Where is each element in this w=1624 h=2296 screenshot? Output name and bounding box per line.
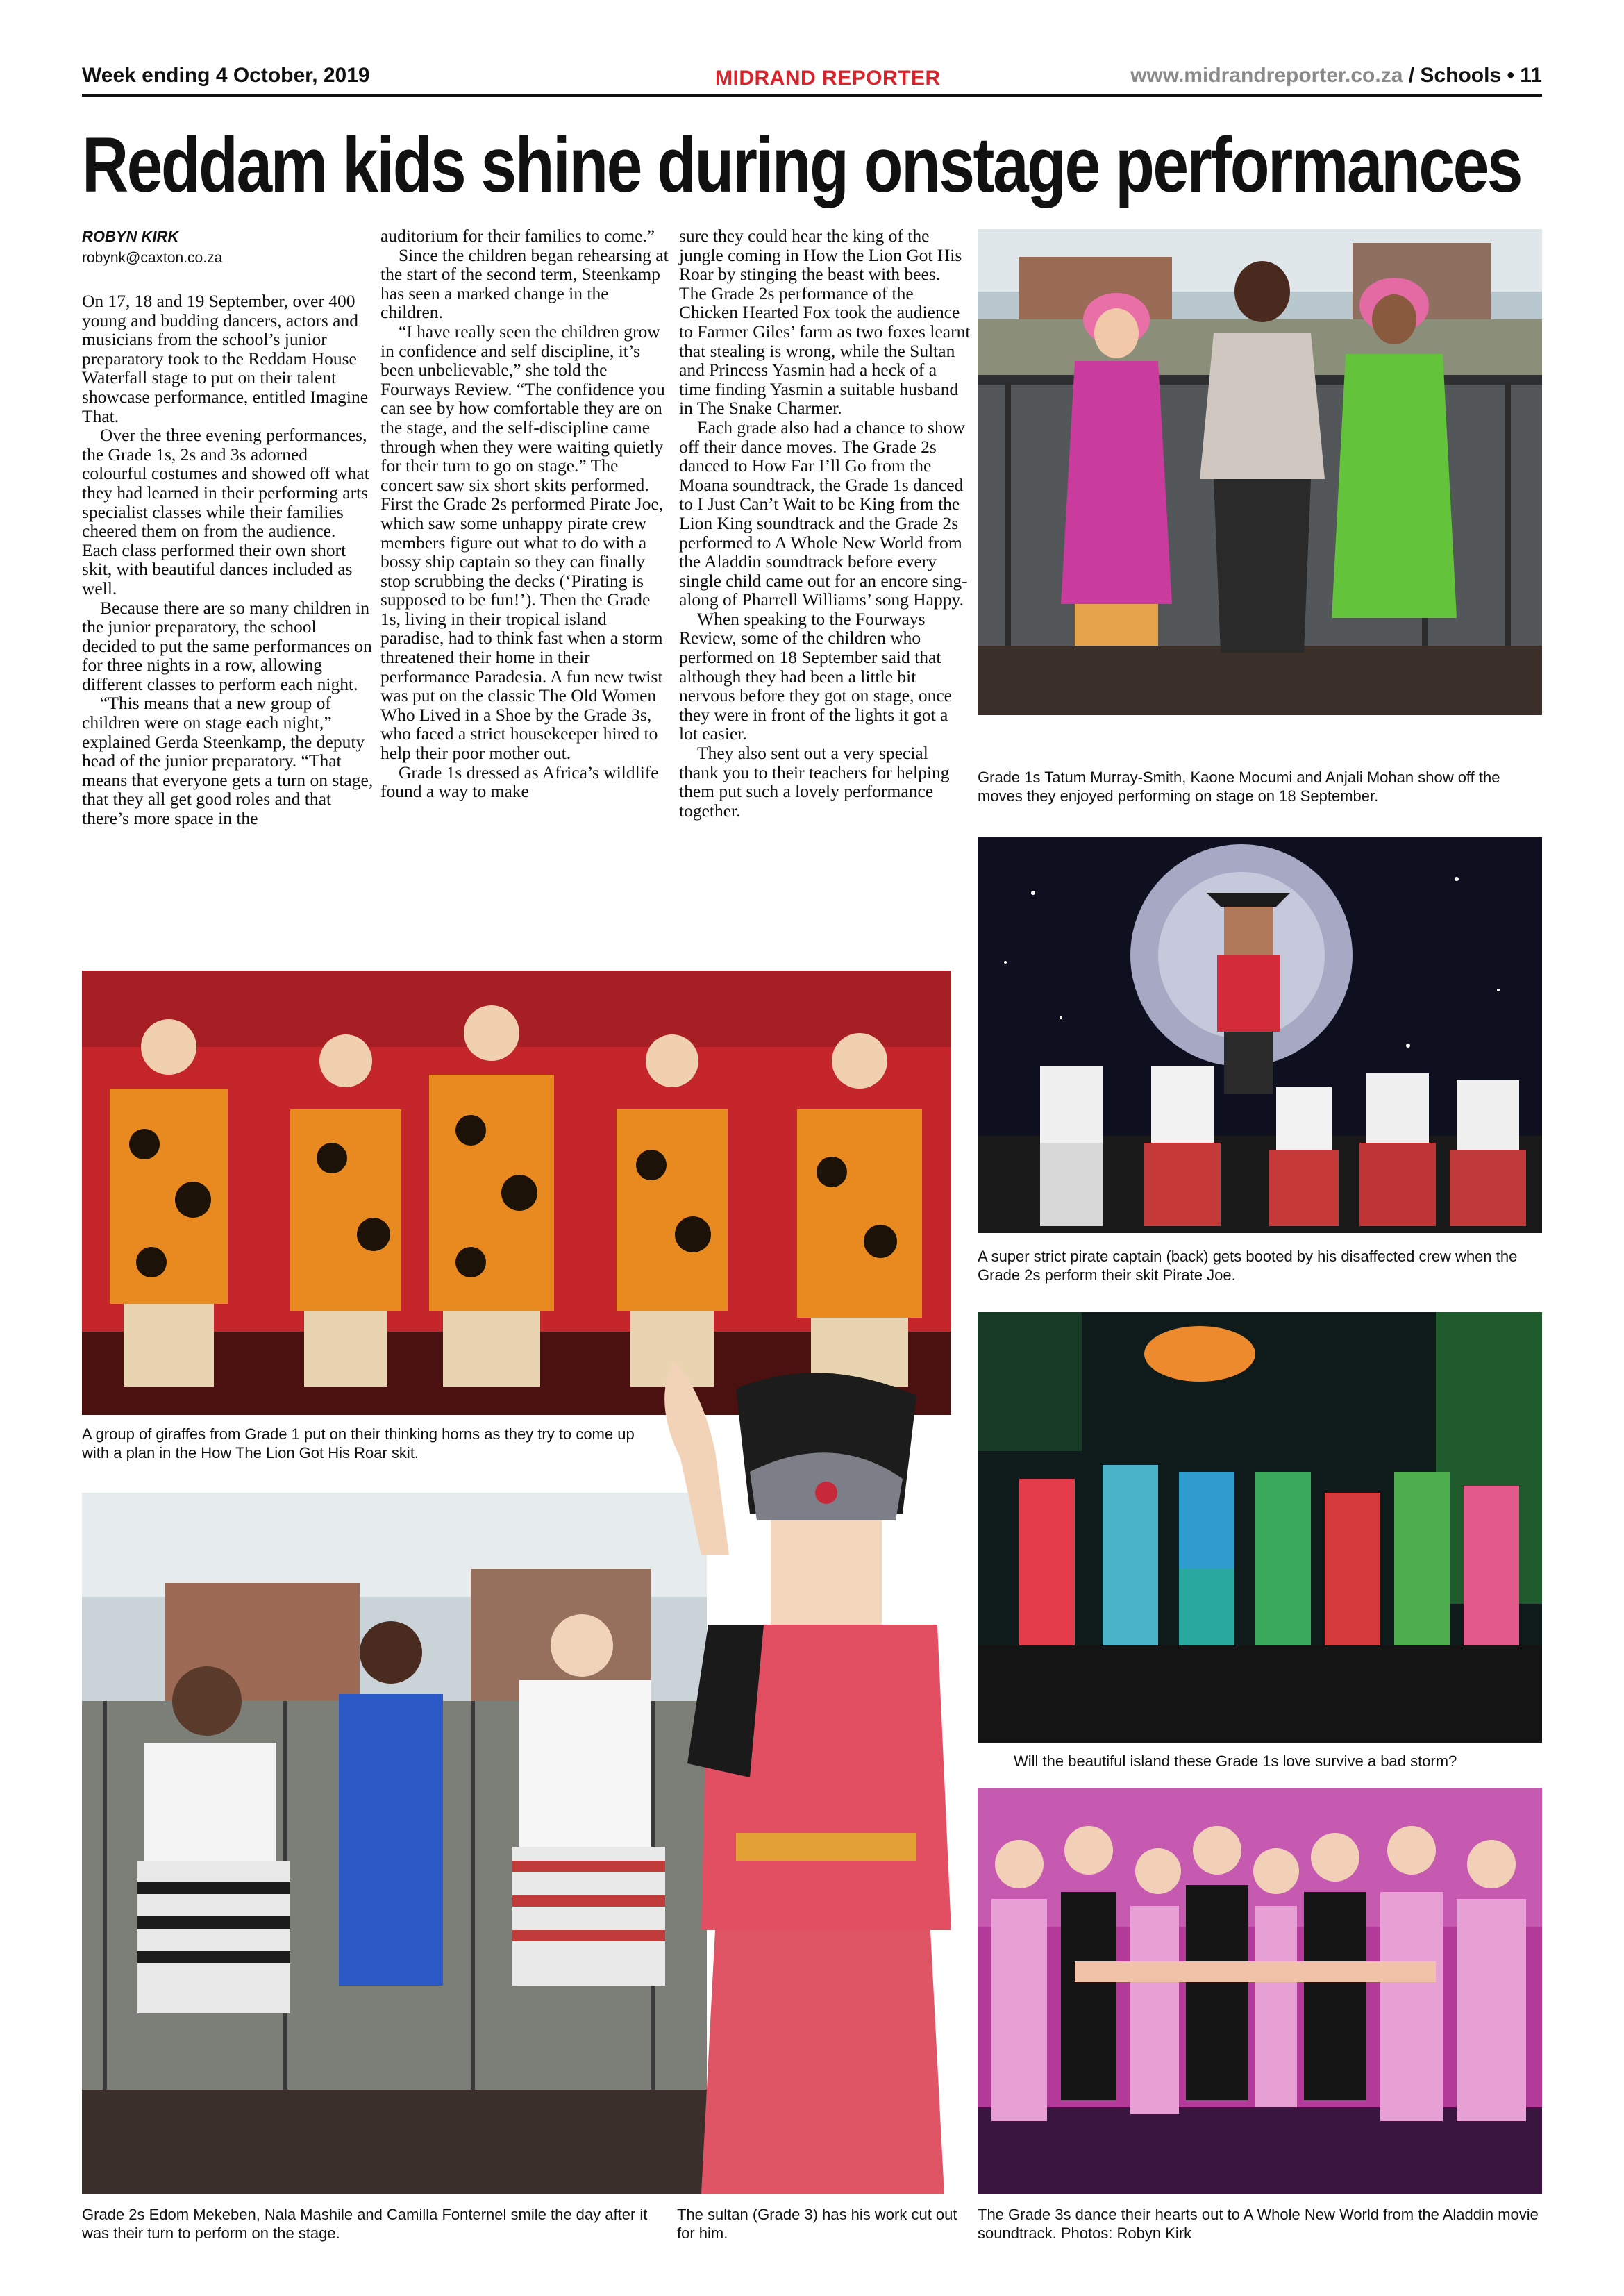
article-column-2 bbox=[380, 226, 672, 801]
caption-grade2s: Grade 2s Edom Mekeben, Nala Mashile and Camilla Fonternel smile the day after it was their turn to perform on the stage. bbox=[82, 2206, 648, 2242]
paragraph: They also sent out a very special thank you to their teachers for helping them put such a lovely performance together. bbox=[679, 743, 950, 821]
headline: Reddam kids shine during onstage performances bbox=[82, 121, 1522, 208]
photo-grade2s bbox=[82, 1493, 707, 2194]
paragraph: Because there are so many children in the junior preparatory, the school decided to put the same performances on for three nights in a row, allowing different classes to perform each night. bbox=[82, 597, 372, 694]
caption-grade1-trio: Grade 1s Tatum Murray-Smith, Kaone Mocumi and Anjali Mohan show off the moves they enjoyed performing on stage on 18 September. bbox=[978, 769, 1500, 805]
caption-sultan: The sultan (Grade 3) has his work cut out for him. bbox=[677, 2206, 957, 2242]
photo-island bbox=[978, 1312, 1542, 1743]
issue-date: Week ending 4 October, 2019 bbox=[82, 64, 370, 87]
paragraph: Over the three evening performances, the Grade 1s, 2s and 3s adorned colourful costumes and showed off what they had learned in their performing arts specialist classes while their families cheered them on from the audience. Each class performed their own short skit, with beautiful dances included as well. bbox=[82, 425, 369, 598]
paragraph: sure they could hear the king of the jungle coming in How the Lion Got His Roar by stinging the beast with bees. The Grade 2s performance of the Chicken Hearted Fox took the audience to Farmer Giles’ farm as two foxes learnt that stealing is wrong, while the Sultan and Princess Yasmin had a heck of a time finding Yasmin a suitable husband in The Snake Charmer. bbox=[679, 226, 971, 419]
caption-grade3s: The Grade 3s dance their hearts out to A Whole New World from the Aladdin movie soundtrack. Photos: Robyn Kirk bbox=[978, 2206, 1539, 2242]
caption-island: Will the beautiful island these Grade 1s love survive a bad storm? bbox=[1014, 1752, 1457, 1770]
paragraph: Grade 1s dressed as Africa’s wildlife found a way to make bbox=[380, 762, 659, 802]
byline-email[interactable]: robynk@caxton.co.za bbox=[82, 250, 223, 266]
photo-grade1-trio bbox=[978, 229, 1542, 715]
byline-author: ROBYN KIRK bbox=[82, 228, 179, 245]
paragraph: “This means that a new group of children were on stage each night,” explained Gerda Steenkamp, the deputy head of the junior preparatory. “That means that everyone gets a turn on stage, that they all get good roles and that there’s more space in the bbox=[82, 693, 374, 829]
caption-giraffes: A group of giraffes from Grade 1 put on their thinking horns as they try to come up with a plan in the How The Lion Got His Roar skit. bbox=[82, 1425, 635, 1461]
paragraph: “I have really seen the children grow in confidence and self discipline, it’s been unbelievable,” she told the Fourways Review. “The confidence you can see by how comfortable they are on the stage, and the self-discipline came through when they were waiting quietly for their turn to go on stage.” The concert saw six short skits performed. First the Grade 2s performed Pirate Joe, which saw some unhappy pirate crew members figure out what to do with a bossy ship captain so they can finally stop scrubbing the decks (‘Pirating is supposed to be fun!’). Then the Grade 1s, living in their tropical island paradise, had to think fast when a storm threatened their home in their performance Paradesia. A fun new twist was put on the classic The Old Women Who Lived in a Shoe by the Grade 3s, who faced a strict housekeeper hired to help their poor mother out. bbox=[380, 321, 665, 764]
website-url[interactable]: www.midrandreporter.co.za bbox=[1130, 64, 1403, 87]
paragraph: Each grade also had a chance to show off their dance moves. The Grade 2s danced to How Far I’ll Go from the Moana soundtrack, the Grade 1s danced to I Just Can’t Wait to be King from the Lion King soundtrack and the Grade 2s performed to A Whole New World from the Aladdin soundtrack before every single child came out for an encore sing-along of Pharrell Williams’ song Happy. bbox=[679, 417, 968, 610]
paragraph: Since the children began rehearsing at the start of the second term, Steenkamp has seen a marked change in the children. bbox=[380, 244, 669, 323]
photo-sultan bbox=[625, 1347, 1007, 2194]
caption-pirate-captain: A super strict pirate captain (back) gets booted by his disaffected crew when the Grade 2s perform their skit Pirate Joe. bbox=[978, 1248, 1518, 1284]
paragraph: When speaking to the Fourways Review, some of the children who performed on 18 September said that although they had been a little bit nervous before they got on stage, once they were in front of the lights it got a lot easier. bbox=[679, 608, 952, 744]
masthead-title: MIDRAND REPORTER bbox=[715, 67, 941, 90]
paragraph: On 17, 18 and 19 September, over 400 young and budding dancers, actors and musicians from the school’s junior preparatory took to the Reddam House Waterfall stage to put on their talent showcase performance, entitled Imagine That. bbox=[82, 291, 369, 426]
section-page: / Schools • 11 bbox=[1408, 64, 1542, 87]
header-right bbox=[1130, 64, 1542, 87]
paragraph: auditorium for their families to come.” bbox=[380, 226, 655, 246]
header-rule bbox=[82, 94, 1542, 97]
photo-grade3s bbox=[978, 1788, 1542, 2194]
article-column-3 bbox=[679, 226, 971, 820]
photo-pirate-captain bbox=[978, 837, 1542, 1233]
article-column-1 bbox=[82, 292, 374, 828]
